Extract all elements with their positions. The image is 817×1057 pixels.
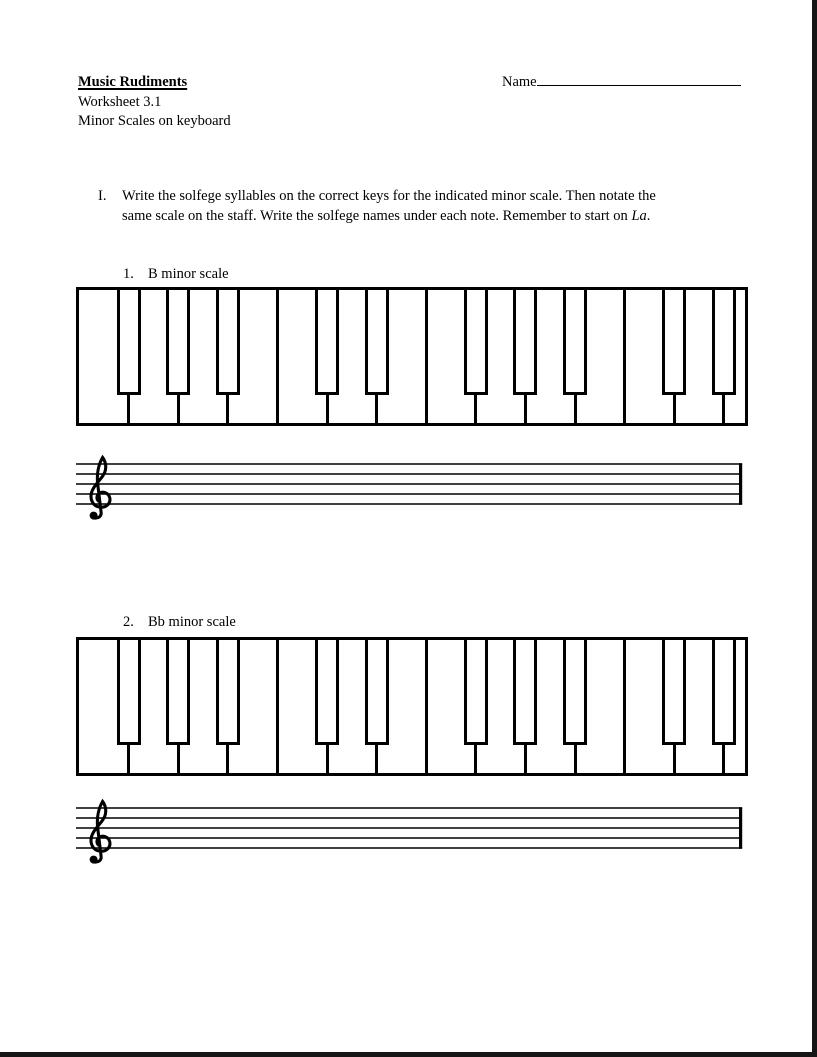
black-key (464, 290, 488, 395)
black-key (117, 290, 141, 395)
exercise-1-number: 1. (123, 266, 134, 282)
keyboard-diagram-2 (76, 637, 748, 776)
black-key (563, 290, 587, 395)
black-key (315, 290, 339, 395)
white-key-separator (623, 640, 626, 773)
black-key (216, 290, 240, 395)
black-key (464, 640, 488, 745)
black-key (365, 640, 389, 745)
name-label: Name (502, 74, 537, 90)
black-key (315, 640, 339, 745)
white-key-separator (425, 290, 428, 423)
keyboard-diagram-1 (76, 287, 748, 426)
black-key (662, 640, 686, 745)
instruction-emphasis: La (631, 208, 647, 224)
exercise-1-title: B minor scale (148, 266, 229, 282)
exercise-1-label (123, 266, 229, 282)
exercise-2-number: 2. (123, 614, 134, 630)
instruction-block (98, 186, 656, 226)
instruction-line2: same scale on the staff. Write the solfege names under each note. Remember to start on La. (122, 208, 651, 224)
black-key (712, 290, 736, 395)
page-scan-edge-bottom (0, 1052, 817, 1057)
instruction-numeral: I. (98, 188, 107, 204)
black-key (216, 640, 240, 745)
instruction-line1: Write the solfege syllables on the correct keys for the indicated minor scale. Then notate the (122, 188, 656, 204)
black-key (563, 640, 587, 745)
black-key (166, 290, 190, 395)
musical-staff-1 (76, 452, 743, 526)
white-key-separator (623, 290, 626, 423)
worksheet-topic: Minor Scales on keyboard (78, 113, 231, 129)
black-key (513, 640, 537, 745)
treble-clef-icon (90, 802, 110, 864)
black-key (365, 290, 389, 395)
staff-lines (76, 464, 742, 504)
black-key (117, 640, 141, 745)
white-key-separator (276, 290, 279, 423)
header-block (78, 73, 231, 132)
page-scan-edge-right (812, 0, 817, 1057)
name-field (502, 73, 741, 93)
white-key-separator (425, 640, 428, 773)
treble-clef-icon (90, 458, 110, 520)
white-key-separator (276, 640, 279, 773)
document-title: Music Rudiments (78, 74, 188, 90)
staff-end-barline (739, 463, 742, 505)
worksheet-number: Worksheet 3.1 (78, 93, 162, 110)
name-blank-line (537, 85, 741, 86)
staff-end-barline (739, 807, 742, 849)
black-key (662, 290, 686, 395)
black-key (513, 290, 537, 395)
black-key (166, 640, 190, 745)
exercise-2-title: Bb minor scale (148, 614, 236, 630)
black-key (712, 640, 736, 745)
staff-lines (76, 808, 742, 848)
exercise-2-label (123, 614, 236, 630)
musical-staff-2 (76, 796, 743, 870)
